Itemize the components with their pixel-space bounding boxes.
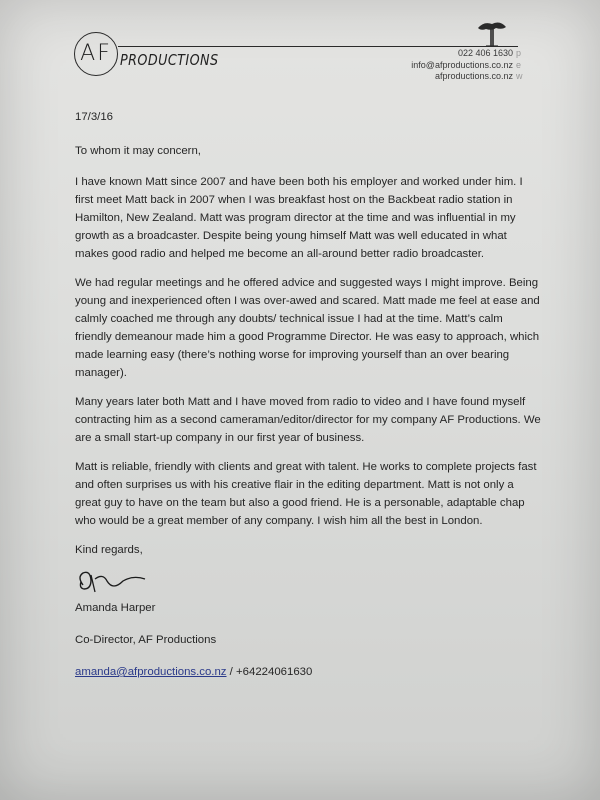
letterhead (74, 18, 524, 88)
logo-wordmark: PRODUCTIONS (120, 51, 219, 69)
signer-name: Amanda Harper (75, 602, 156, 614)
contact-website-row (411, 71, 524, 83)
letter-paragraph: Many years later both Matt and I have moved from radio to video and I have found myself contracting him as a second cameraman/editor/director for my company AF Productions. We are a small start-up company in our first year of business. (75, 396, 541, 444)
signer-phone: / +64224061630 (226, 666, 313, 678)
contact-phone: 022 406 1630 (457, 48, 513, 58)
email-key: e (516, 59, 522, 70)
tree-icon (472, 18, 512, 48)
letter-closing: Kind regards, (75, 544, 143, 556)
letter-paragraph: I have known Matt since 2007 and have been both his employer and worked under him. I first meet Matt back in 2007 when I was breakfast host on the Backbeat radio station in Hamilton, New Zealand. Matt was program director at the time and was influential in my growth as a broadcaster. Despite being young himself Matt was well educated in what makes good radio and helped me become an all-around better radio broadcaster. (75, 176, 523, 260)
letter-greeting: To whom it may concern, (75, 145, 201, 157)
letter-paragraph: We had regular meetings and he offered advice and suggested ways I might improve. Being young and inexperienced often I was over-awed and scared. Matt made me feel at ease and calmly coached me through any doubts/ technical issue I had at the time. Matt’s calm friendly demeanour made him a good Programme Director. He was easy to approach, which made learning easy (there’s nothing worse for improving yourself than an over bearing manager). (75, 277, 540, 379)
website-key: w (516, 71, 523, 81)
contact-email: info@afproductions.co.nz (411, 59, 513, 70)
letter-date: 17/3/16 (75, 111, 114, 123)
signer-title: Co-Director, AF Productions (75, 634, 217, 646)
logo-initials: AF (80, 41, 112, 66)
signer-email-link[interactable]: amanda@afproductions.co.nz (75, 666, 227, 678)
phone-key: p (516, 48, 522, 58)
letterhead-contact (411, 48, 524, 83)
signer-contact (75, 663, 541, 681)
contact-phone-row (411, 48, 524, 60)
contact-email-row (411, 60, 524, 72)
contact-website: afproductions.co.nz (434, 71, 513, 81)
letter-body (75, 108, 541, 681)
letter-paragraph: Matt is reliable, friendly with clients and great with talent. He works to complete projects fast and often surprises us with his creative flair in the editing department. Matt is not only a great guy to have on the team but also a good friend. He is a personable, adaptable chap who would be a great member of any company. I wish him all the best in London. (75, 461, 537, 527)
handwritten-signature (73, 567, 163, 597)
